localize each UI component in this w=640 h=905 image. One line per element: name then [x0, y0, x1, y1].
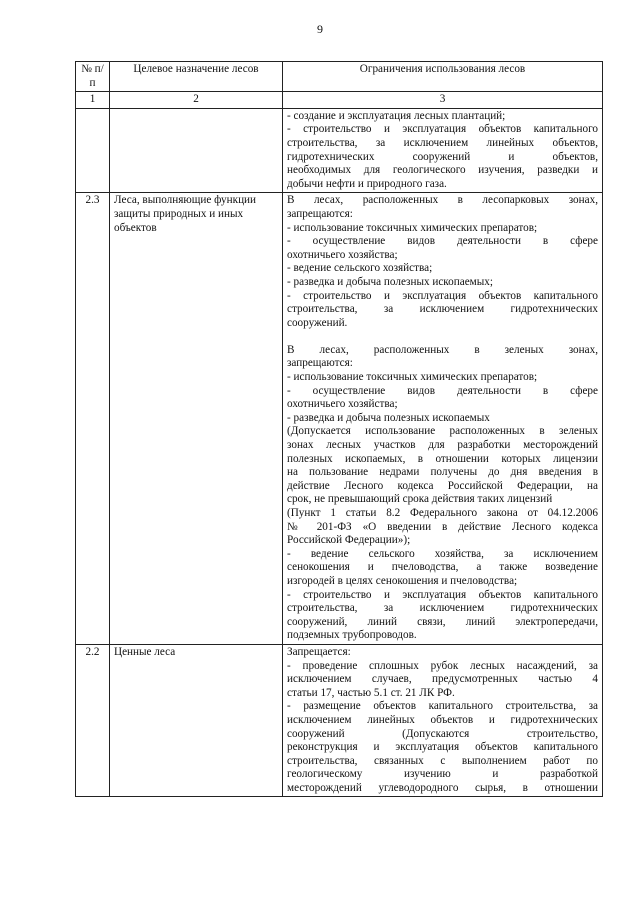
text-line: строительства, за исключением гидротехнических [287, 602, 598, 615]
purpose-cell [110, 193, 283, 645]
text-line: № 201-ФЗ «О введении в действие Лесного кодекса [287, 520, 598, 533]
header-restrictions: Ограничения использования лесов [283, 62, 603, 92]
restrictions-cell [283, 193, 603, 645]
text-line: - проведение сплошных рубок лесных насаждений, за [287, 659, 598, 672]
text-line: запрещаются: [287, 357, 353, 370]
text-line: - строительство и эксплуатация объектов капитального [287, 123, 598, 136]
column-number-1: 1 [76, 92, 110, 109]
restrictions-cell [283, 644, 603, 797]
text-line: запрещаются: [287, 207, 353, 220]
text-line: строительства, за исключением линейных объектов, [287, 136, 598, 149]
text-line: добычи нефти и природного газа. [287, 177, 447, 190]
page-number: 9 [317, 22, 323, 36]
text-line: Леса, выполняющие функции [114, 194, 257, 207]
text-line: - осуществление видов деятельности в сфере [287, 384, 598, 397]
column-number-2: 2 [110, 92, 283, 109]
row-number: 2.3 [76, 193, 110, 645]
table-row-2-2 [76, 644, 603, 797]
column-number-3: 3 [283, 92, 603, 109]
text-line: строительства, связанных с выполнением работ по [287, 754, 598, 767]
text-line: подземных трубопроводов. [287, 629, 417, 642]
text-line: строительства, за исключением гидротехнических [287, 303, 598, 316]
text-line: В лесах, расположенных в лесопарковых зонах, [287, 194, 598, 207]
text-line: зонах лесных участков для разработки месторождений [287, 439, 598, 452]
text-line: защиты природных и иных [114, 207, 244, 220]
text-line: Российской Федерации»); [287, 534, 411, 547]
text-line: - осуществление видов деятельности в сфере [287, 235, 598, 248]
text-line: Запрещается: [287, 645, 351, 658]
green-zones-paragraph [287, 344, 598, 643]
text-line: срок, не превышающий срока действия таких лицензий [287, 493, 553, 506]
text-line: охотничьего хозяйства; [287, 398, 398, 411]
purpose-cell [110, 644, 283, 797]
text-line: статьи 17, частью 5.1 ст. 21 ЛК РФ. [287, 686, 455, 699]
text-line: сооружений. [287, 316, 348, 329]
text-line: - ведение сельского хозяйства; [287, 262, 433, 275]
text-line: - строительство и эксплуатация объектов капитального [287, 289, 598, 302]
text-line: (Допускается использование расположенных в зеленых [287, 425, 598, 438]
table-header-row [76, 62, 603, 92]
text-line: полезных ископаемых, в отношении которых лицензии [287, 452, 598, 465]
text-line: - разведка и добыча полезных ископаемых [287, 411, 490, 424]
table-row-continuation [76, 108, 603, 193]
text-line: В лесах, расположенных в зеленых зонах, [287, 343, 598, 356]
text-line: сооружений (Допускаются строительство, [287, 727, 598, 740]
text-line: Ценные леса [114, 645, 176, 658]
text-line: гидротехнических сооружений и объектов, [287, 150, 598, 163]
text-line: месторождений углеводородного сырья, в отношении [287, 781, 598, 794]
text-line: - ведение сельского хозяйства, за исключением [287, 547, 598, 560]
text-line: - строительство и эксплуатация объектов капитального [287, 588, 598, 601]
text-line: действие Лесного кодекса Российской Федерации, на [287, 479, 598, 492]
text-line: охотничьего хозяйства; [287, 248, 398, 261]
text-line: - разведка и добыча полезных ископаемых; [287, 275, 493, 288]
header-number: № п/п [76, 62, 110, 92]
text-line: - размещение объектов капитального строительства, за [287, 700, 598, 713]
text-line: реконструкция и эксплуатация объектов капитального [287, 741, 598, 754]
text-line: необходимых для геологического изучения, разведки и [287, 164, 598, 177]
text-line: изгородей в целях сенокошения и пчеловодства; [287, 574, 518, 587]
text-line: геологическому изучению и разработкой [287, 768, 598, 781]
restrictions-cell [283, 108, 603, 193]
text-line: (Пункт 1 статьи 8.2 Федерального закона от 04.12.2006 [287, 507, 598, 519]
forest-restrictions-table [75, 61, 603, 797]
table-row-2-3 [76, 193, 603, 645]
text-line: - создание и эксплуатация лесных плантаций; [287, 109, 506, 122]
text-line: на пользование недрами получены до дня введения в [287, 466, 598, 479]
text-line: объектов [114, 221, 157, 234]
column-numbers-row [76, 92, 603, 109]
row-number: 2.2 [76, 644, 110, 797]
header-purpose: Целевое назначение лесов [110, 62, 283, 92]
text-line: исключением линейных объектов и гидротехнических [287, 713, 598, 726]
text-line: сенокошения и пчеловодства, а также возведение [287, 561, 598, 574]
text-line: - использование токсичных химических препаратов; [287, 371, 538, 384]
text-line: сооружений, линий связи, линий электропередачи, [287, 615, 598, 628]
text-line: - использование токсичных химических препаратов; [287, 221, 538, 234]
text-line: исключением случаев, предусмотренных частью 4 [287, 673, 598, 686]
forest-park-zones-paragraph [287, 194, 598, 330]
